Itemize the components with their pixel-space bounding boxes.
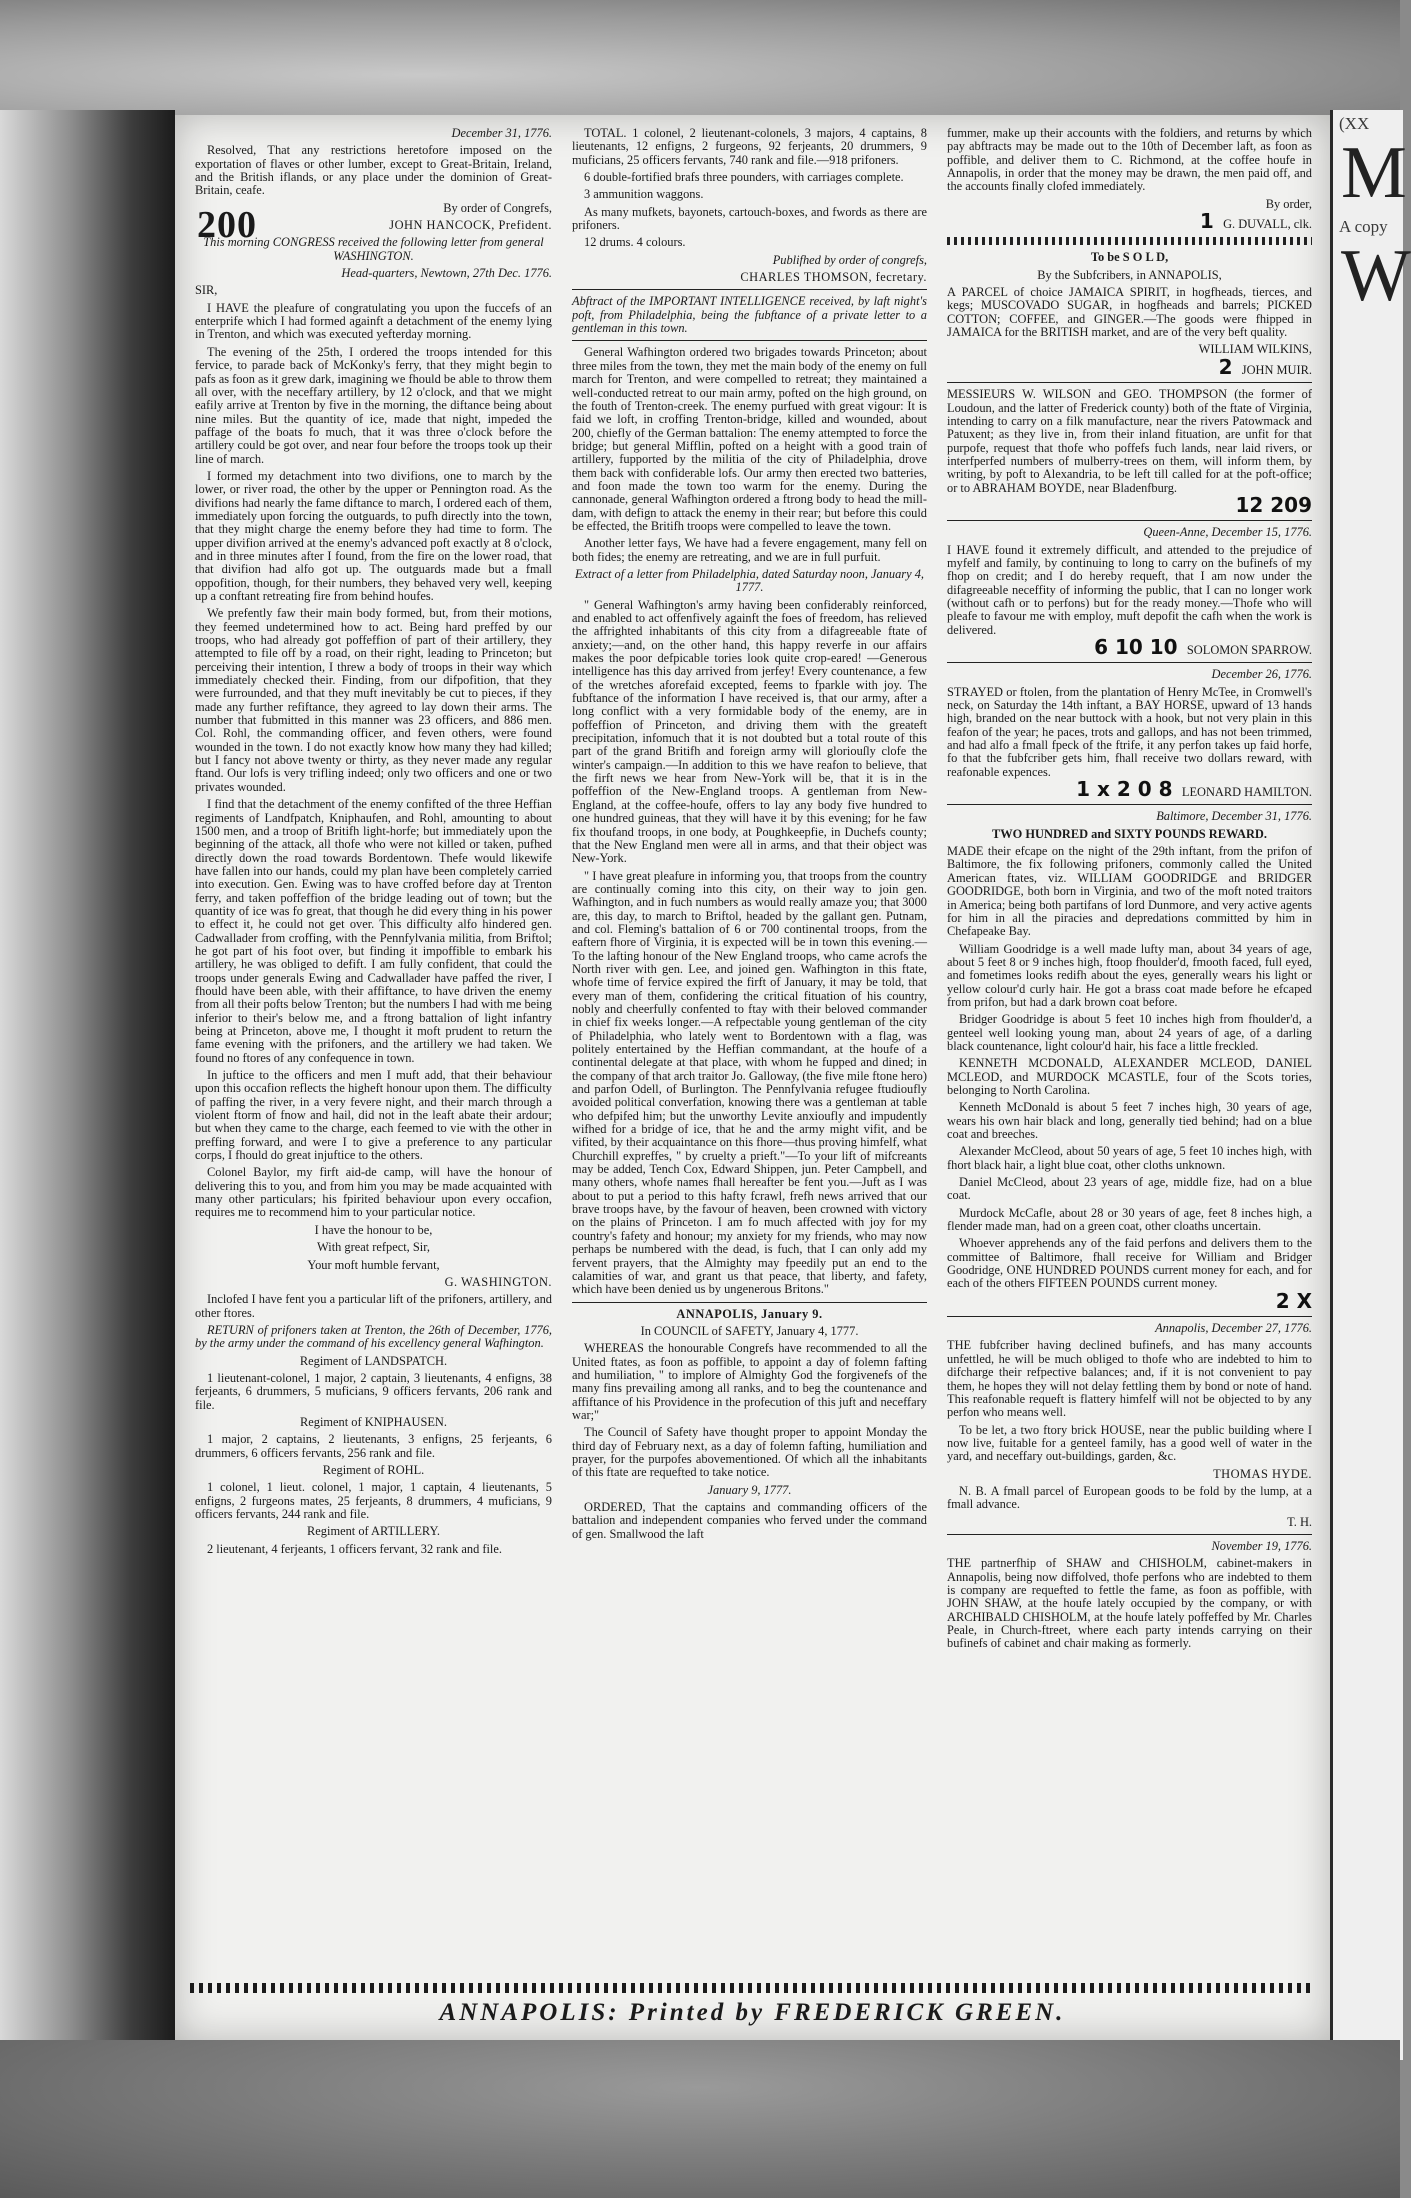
column-2 (572, 127, 927, 1927)
ad-text: A PARCEL of choice JAMAICA SPIRIT, in hogfheads, tierces, and kegs; MUSCOVADO SUGAR, in hogfheads and barrels; PICKED COTTON; COFFEE, and GINGER.—The goods were fhipped in JAMAICA for the BRITISH market, and are of the very beft quality. (947, 285, 1312, 340)
handwritten-mark: 1 (1199, 209, 1214, 234)
thomson-signature: CHARLES THOMSON, fecretary. (740, 270, 927, 285)
letter-paragraph: I find that the detachment of the enemy confifted of the three Heffian regiments of Landfpatch, Kniphaufen, and Rohl, amounting to about 1500 men, and a troop of Britifh light-horfe; but immediately upon the beginning of the attack, all thofe who were not killed or taken, pufhed directly down the road towards Bordentown. Thefe would likewife have fallen into our hands, could my plan have been completely carried into execution. Gen. Ewing was to have croffed before day at Trenton ferry, and taken poffeffion of the bridge leading out of town; but the quantity of ice was fo great, that though he did every thing in his power to effect it, he could not get over. This difficulty alfo hindered gen. Cadwallader from croffing, with the Pennfylvania militia, from Briftol; he got part of his foot over, but finding it impoffible to embark his artillery, he was obliged to defift. I am fully confident, that could the troops under generals Ewing and Cadwallader have paffed the river, I fhould have been able, with their affiftance, to have driven the enemy from all their pofts below Trenton; but the numbers I had with me being inferior to their's below me, and a ftrong battalion of light infantry being at Princeton, above me, I thought it moft prudent to return the fame evening with the prifoners, and the artillery we had taken. We found no ftores of any confequence in town. (195, 797, 552, 1065)
ad-text: Whoever apprehends any of the faid perfons and delivers them to the committee of Baltimore, fhall receive for William and Bridger Goodridge, ONE HUNDRED POUNDS current money for each, and for each of the others FIFTEEN POUNDS current money. (947, 1236, 1312, 1291)
ad-text: Murdock McCafle, about 28 or 30 years of age, feet 8 inches high, a flender made man, had on a green coat, other cloaths uncertain. (947, 1205, 1312, 1234)
divider (572, 340, 927, 341)
ad-text: MESSIEURS W. WILSON and GEO. THOMPSON (the former of Loudoun, and the latter of Frederick county) both of the ftate of Virginia, intending to carry on a filk manufacture, near the rivers Patowmack and Patuxent; as they live in, from their inland fituation, are unfit for that purpofe, request that thofe who poffefs fuch lands, near laid rivers, or interfperfed numbers of mulberry-trees on them, will inform them, by writing, by poft to Alexandria, to be left till called for at the poft-office; or to ABRAHAM BOYDE, near Bladenfburg. (947, 387, 1312, 495)
news-paragraph: " I have great pleafure in informing you, that troops from the country are continually coming into this city, on their way to join gen. Wafhington, and in fuch numbers as would really amaze you; that 3000 are, this day, to march to Briftol, headed by the gallant gen. Putnam, and col. Fleming's battalion of 6 or 700 continental troops, from the eaftern fhore of Virginia, it is expected will be in town this evening.—To the lafting honour of the New England troops, who came acrofs the North river with gen. Lee, and joined gen. Wafhington in this ftate, whofe time of fervice expired the firft of January, it may be told, that every man of them, confidering the critical fituation of his country, nobly and cheerfully confented to ftay with their beloved commander in chief fix weeks longer.—A refpectable young gentleman of the city of Philadelphia, who lately went to Bordentown with a flag, was politely entertained by the Heffian commandant, at the houfe of a continental delegate at that place, with whom he fupped and dined; in the company of that arch traitor Jo. Galloway, (the five mile ftone hero) and parfon Odell, of Burlington. The Pennfylvania refugee ftudioufly avoided political converfation, knowing there was a gentleman at table who defpifed him; but the unworthy Levite anxioufly and impudently wifhed for a bridge of ice, that he and the army might vifit, and be vifited, by their acquaintance on this fhore—thus proving himfelf, what Churchill expreffes, " by cruelty a prieft."—To your lift of mifcreants may be added, Tench Cox, Edward Shippen, jun. Peter Campbell, and many others, whofe names fhall hereafter be fent you.—Juft as I was about to put a period to this hafty fcrawl, frefh news arrived that our brave troops have, by the favour of heaven, been crowned with victory on the plains of Princeton. I am fo much affected with joy for my country's fafety and honour; my anxiety for my friends, who may now perhaps be numbered with the dead, is fuch, that I can only add my fervent prayers, that the Almighty may fpeedily put an end to the calamities of war, and grant us that peace, that liberty, and fafety, which have been denied us by ungenerous Britons." (572, 868, 927, 1297)
abstract-heading: Abftract of the IMPORTANT INTELLIGENCE received, by laft night's poft, from Philadelphia, being the fubftance of a private letter to a gentleman in this town. (572, 294, 927, 336)
ad-date: Queen-Anne, December 15, 1776. (1143, 525, 1312, 540)
divider (947, 662, 1312, 663)
resolve-paragraph: Resolved, That any restrictions heretofore imposed on the exportation of flaves or other lumber, except to Great-Britain, Ireland, and the British iflands, or any place under the dominion of Great-Britain, ceafe. (195, 143, 552, 198)
ad-signature: WILLIAM WILKINS, (1198, 342, 1312, 357)
divider (572, 1302, 927, 1303)
return-heading: RETURN of prifoners taken at Trenton, the 26th of December, 1776, by the army under the command of his excellency general Wafhington. (195, 1322, 552, 1351)
newspaper-page (175, 115, 1330, 2040)
ad-date: November 19, 1776. (1211, 1538, 1312, 1553)
ornamental-rule (947, 237, 1312, 245)
ad-text: STRAYED or ftolen, from the plantation of Henry McTee, in Cromwell's neck, on Saturday the 14th inftant, a BAY HORSE, upward of 13 hands high, branded on the near buttock with a hook, but not very plain in this feafon of the year; he paces, trots and gallops, and has not been trimmed, and had alfo a fmall fpeck of the ftrife, it any perfon takes up faid horfe, fo that the fubfcriber gets him, fhall receive two dollars reward, with reafonable expences. (947, 684, 1312, 779)
footer-ornament (190, 1983, 1315, 1993)
closing-line: Your moft humble fervant, (307, 1257, 440, 1272)
enclosure-note: Inclofed I have fent you a particular lift of the prifoners, artillery, and other ftores. (195, 1292, 552, 1320)
ad-date: Baltimore, December 31, 1776. (1156, 809, 1312, 824)
column-1 (195, 127, 552, 1927)
ad-text: THE partnerfhip of SHAW and CHISHOLM, cabinet-makers in Annapolis, being now diffolved, thofe perfons who are indebted to them is company are requefted to fettle the fame, as foon as poffible, with JOHN SHAW, at the houfe lately occupied by the company, or with ARCHIBALD CHISHOLM, at the houfe lately poffeffed by Mr. Charles Peale, in Church-ftreet, where each party intends carrying on their bufinefs of cabinet and chair making as formerly. (947, 1556, 1312, 1651)
letter-paragraph: I formed my detachment into two divifions, one to march by the lower, or river road, the other by the upper or Pennington road. As the divifions had nearly the fame diftance to march, I ordered each of them, immediately upon forcing the outguards, to pufh directly into the town, that they might charge the enemy before they had time to form. The upper divifion arrived at the enemy's advanced poft exactly at 8 o'clock, and in three minutes after I found, from the fire on the lower road, that that divifion had alfo got up. The outguards made but a fmall oppofition, though, for their numbers, they behaved very well, keeping up a conftant retreating fire from behind houfes. (195, 468, 552, 603)
divider (947, 1534, 1312, 1535)
adjacent-page-strip (1330, 110, 1411, 2060)
ad-subheading: By the Subfcribers, in ANNAPOLIS, (1037, 267, 1222, 282)
hancock-signature: JOHN HANCOCK, Prefident. (389, 218, 552, 233)
ad-text: fummer, make up their accounts with the foldiers, and returns by which pay abftracts may be made out to the 10th of December laft, as foon as poffible, and deliver them to C. Richmond, at the coffee houfe in Annapolis, in order that the money may be drawn, the men paid off, and the accounts finally clofed immediately. (947, 126, 1312, 194)
stores-line: 3 ammunition waggons. (584, 187, 704, 202)
book-binding (0, 110, 175, 2060)
stores-line: As many mufkets, bayonets, cartouch-boxes, and fwords as there are prifoners. (572, 204, 927, 233)
news-paragraph: Another letter fays, We have had a fevere engagement, many fell on both fides; the enemy are retreating, and we are in full purfuit. (572, 536, 927, 564)
adjacent-letter: W (1341, 235, 1411, 317)
annapolis-heading: ANNAPOLIS, January 9. (676, 1306, 823, 1321)
news-paragraph: " General Wafhington's army having been confiderably reinforced, and enabled to act offenfively againft the foes of freedom, has relieved the affrighted inhabitants of this city from a difagreeable ftate of anxiety;—and, on the other hand, this happy reverfe in our affairs makes the poor defpicable tories look quite crop-eared! —Generous intelligence has this day arrived from jerfey! Every countenance, a few of the wretches aforefaid excepted, feems to fparkle with joy. The fubftance of the information I have received is, that our army, after a long conflict with a very formidable body of the enemy, are in poffeffion of Princeton, and driving them with the greateft precipitation, infomuch that it is not doubted but a total route of this part of the grand Britifh and foreign army will gloriouſly clofe the winter's campaign.—In addition to this we have reafon to believe, that the firft news we hear from New-York will be, that it is in the poffeffion of the New-England troops. A gentleman from New-England, at the coffee-houfe, offers to lay any body five hundred to one hundred guineas, that they will have it by this evening; for he faw fix thoufand troops, in one body, at Poughkeepfie, in Duchefs county; that the New England men were all in arms, and that their object was New-York. (572, 597, 927, 866)
regiment-heading: Regiment of ROHL. (322, 1462, 425, 1477)
scan-border-top (0, 0, 1400, 125)
closing-line: I have the honour to be, (314, 1222, 433, 1237)
ad-text: To be let, a two ftory brick HOUSE, near the public building where I now live, fuitable for a genteel family, has a good well of water in the yard, and neceffary out-buildings, garden, &c. (947, 1422, 1312, 1464)
adjacent-letter: M (1341, 132, 1407, 214)
letter-paragraph: Colonel Baylor, my firft aid-de camp, will have the honour of delivering this to you, and from him you may be made acquainted with many other particulars; his fpirited behaviour upon every occafion, requires me to recommend him to your particular notice. (195, 1165, 552, 1220)
divider (947, 520, 1312, 521)
ad-signature (947, 777, 1312, 802)
adjacent-header: (XX (1339, 114, 1370, 133)
letter-paragraph: We prefently faw their main body formed, but, from their motions, they feemed undetermined how to act. Being hard preffed by our troops, who had already got poffeffion of part of their artillery, they attempted to file off by a road, on their right, leading to Princeton; but perceiving their intention, I threw a body of troops in their way which immediately checked their. Finding, from our difpofition, that they were furrounded, and that they muft inevitably be cut to pieces, if they made any further refiftance, they agreed to lay down their arms. The number that fubmitted in this manner was 23 officers, and 886 men. Col. Rohl, the commanding officer, and feven others, were found wounded in the town. I do not exactly know how many they had killed; but I fancy not above twenty or thirty, as they never made any regular ftand. Our lofs is very trifling indeed; only two officers and one or two privates wounded. (195, 606, 552, 794)
regiment-text: 1 lieutenant-colonel, 1 major, 2 captain, 3 lieutenants, 4 enfigns, 38 ferjeants, 6 drummers, 5 muficians, 9 officers fervants, 206 rank and file. (195, 1370, 552, 1412)
divider (947, 382, 1312, 383)
published-by: Publifhed by order of congrefs, (772, 252, 927, 267)
ad-text: William Goodridge is a well made lufty man, about 34 years of age, about 5 feet 8 or 9 inches high, ftoop fhoulder'd, fmooth faced, full eyed, and fometimes looks redifh about the eyes, generally wears his light or yellow colour'd curly hair. He got a brass coat made before he efcaped from prifon, but had a dark brown coat before. (947, 941, 1312, 1009)
adjacent-text: A copy (1339, 217, 1388, 236)
divider (572, 289, 927, 290)
salutation: SIR, (195, 283, 218, 298)
ad-heading: To be S O L D, (1090, 250, 1169, 265)
ad-text: MADE their efcape on the night of the 29th inftant, from the prifon of Baltimore, the fix following prifoners, commonly called the United American ftates, viz. WILLIAM GOODRIDGE and BRIDGER GOODRIDGE, both born in Virginia, and two of the moft noted traitors in America; being both partifans of lord Dunmore, and very active agents for him in all the piracies and depredations committed by him in Chefapeake Bay. (947, 844, 1312, 939)
reward-heading: TWO HUNDRED and SIXTY POUNDS REWARD. (992, 826, 1267, 841)
news-paragraph: WHEREAS the honourable Congrefs have recommended to all the United ftates, as foon as poffible, to appoint a day of folemn fafting and humiliation, " to implore of Almighty God the forgivenefs of the many fins prevailing among all ranks, and to beg the countenance and affiftance of his Providence in the profecution of this juft and neceffary war;" (572, 1341, 927, 1422)
handwritten-mark: 2 X (1275, 1288, 1312, 1313)
handwritten-mark: 2 (1218, 354, 1233, 379)
totals-text: TOTAL. 1 colonel, 2 lieutenant-colonels, 3 majors, 4 captains, 8 lieutenants, 12 enfigns, 2 furgeons, 92 ferjeants, 20 drummers, 9 muficians, 25 officers fervants, 740 rank and file.—918 prifoners. (572, 126, 927, 167)
ad-signature: THOMAS HYDE. (1213, 1466, 1312, 1481)
ad-text: KENNETH MCDONALD, ALEXANDER MCLEOD, DANIEL MCLEOD, and MURDOCK MCASTLE, four of the Scots tories, belonging to North Carolina. (947, 1056, 1312, 1097)
ad-date: Annapolis, December 27, 1776. (1155, 1321, 1312, 1336)
ad-text: THE fubfcriber having declined bufinefs, and has many accounts unfettled, he will be much obliged to thofe who are indebted to him to difcharge their refpective balances; and, if it is not convenient to pay them, he hopes they will not delay fettling them by bond or note of hand. This reafonable requeft is flattery himfelf will not be objected to by any perfon who means well. (947, 1338, 1312, 1420)
regiment-heading: Regiment of LANDSPATCH. (299, 1353, 448, 1368)
handwritten-mark: 1 x 2 0 8 (1076, 777, 1173, 802)
ad-signature (947, 209, 1312, 234)
headquarters-line: Head-quarters, Newtown, 27th Dec. 1776. (341, 266, 552, 281)
date-line: January 9, 1777. (707, 1482, 792, 1497)
signature-text: G. DUVALL, clk. (1223, 217, 1312, 232)
news-paragraph: The Council of Safety have thought proper to appoint Monday the third day of February next, as a day of folemn fafting, humiliation and prayer, for the purpofes abovementioned. Of which all the inhabitants of this ftate are requefted to take notice. (572, 1425, 927, 1480)
printer-imprint: ANNAPOLIS: Printed by FREDERICK GREEN. (439, 1999, 1066, 2026)
ad-text: I HAVE found it extremely difficult, and attended to the prejudice of myfelf and family, by continuing to long to carry on the bufinefs of my fhop on credit; and I do hereby requeft, that I am now under the difagreeable neceffity of informing the public, that I can no longer work (without cafh or to perfons) but for the ready money.—Thofe who will pleafe to favour me with employ, muft depofit the cafh when the work is delivered. (947, 542, 1312, 637)
news-paragraph: General Wafhington ordered two brigades towards Princeton; about three miles from the town, they met the main body of the enemy on full march for Trenton, and were compelled to retreat; they maintained a well-conducted retreat to our main army, pofted on the high ground, on the fouth of Trenton-creek. The enemy purfued with great vigour: It is faid we loft, in croffing Trenton-bridge, killed and wounded, about 200, chiefly of the German battalion: The enemy attempted to force the bridge; but general Mifflin, pofted on a height with a good train of artillery, fupported by the militia of the city of Philadelphia, drove them back with confiderable lofs. Our army then erected two batteries, and foon made the town too warm for the enemy. During the cannonade, general Wafhington ordered a ftrong body to head the mill-dam, with defign to attack the enemy in their rear; but before this could be effected, the Britifh troops were compelled to leave the town. (572, 345, 927, 533)
dateline: December 31, 1776. (451, 126, 552, 140)
regiment-text: 2 lieutenant, 4 ferjeants, 1 officers fervant, 32 rank and file. (207, 1541, 502, 1556)
ad-text: Bridger Goodridge is about 5 feet 10 inches high from fhoulder'd, a genteel well looking young man, about 24 years of age, of a darling black countenance, light colour'd hair, his face a little freckled. (947, 1012, 1312, 1053)
regiment-heading: Regiment of KNIPHAUSEN. (300, 1414, 447, 1429)
washington-signature: G. WASHINGTON. (444, 1274, 552, 1289)
by-order: By order of Congrefs, (443, 200, 552, 215)
congress-note: This morning CONGRESS received the following letter from general WASHINGTON. (203, 235, 544, 263)
ad-date: December 26, 1776. (1211, 667, 1312, 682)
ad-text: Daniel McCleod, about 23 years of age, middle fize, had on a blue coat. (947, 1175, 1312, 1203)
handwritten-mark: 12 209 (1235, 492, 1312, 517)
divider (947, 804, 1312, 805)
letter-paragraph: The evening of the 25th, I ordered the troops intended for this fervice, to parade back of McKonky's ferry, that they might begin to pafs as foon as it grew dark, imagining we fhould be able to throw them all over, with the neceffary artillery, by 12 o'clock, and that we might eafily arrive at Trenton by five in the morning, the diftance being about nine miles. But the quantity of ice, made that night, impeded the paffage of the boats fo much, that it was three o'clock before the artillery could be got over, and near four before the troops took up their line of march. (195, 344, 552, 466)
news-paragraph: ORDERED, That the captains and commanding officers of the battalion and independent companies who ferved under the command of gen. Smallwood the laft (572, 1500, 927, 1541)
signature-text: LEONARD HAMILTON. (1181, 785, 1312, 800)
signature-text: SOLOMON SPARROW. (1186, 643, 1312, 657)
regiment-heading: Regiment of ARTILLERY. (307, 1524, 440, 1539)
stores-line: 6 double-fortified brafs three pounders, with carriages complete. (584, 170, 904, 185)
letter-paragraph: I HAVE the pleafure of congratulating you upon the fuccefs of an enterprife which I had formed againft a detachment of the enemy lying in Trenton, and which was executed yefterday morning. (195, 300, 552, 342)
ad-text: N. B. A fmall parcel of European goods to be fold by the lump, at a fmall advance. (947, 1483, 1312, 1512)
regiment-text: 1 colonel, 1 lieut. colonel, 1 major, 1 captain, 4 lieutenants, 5 enfigns, 2 furgeons mates, 25 ferjeants, 8 drummers, 4 muficians, 9 officers fervants, 244 rank and file. (195, 1480, 552, 1521)
ad-text: Alexander McCleod, about 50 years of age, 5 feet 10 inches high, with fhort black hair, a light blue coat, other cloths unknown. (947, 1144, 1312, 1172)
ad-signature (947, 354, 1312, 379)
closing-line: With great refpect, Sir, (317, 1240, 430, 1255)
page-number: 200 (197, 204, 257, 246)
signature-text: JOHN MUIR. (1241, 362, 1312, 377)
letter-paragraph: In juftice to the officers and men I muft add, that their behaviour upon this occafion reflects the higheft honour upon them. The difficulty of paffing the river, in a very fevere night, and their march through a violent ftorm of fnow and hail, did not in the leaft abate their ardour; but when they came to the charge, each feemed to vie with the other in preffing forward, and were I to give a preference to any particular corps, I fhould do great injuftice to the others. (195, 1068, 552, 1163)
ad-by-order: By order, (1265, 196, 1312, 211)
extract-heading: Extract of a letter from Philadelphia, dated Saturday noon, January 4, 1777. (574, 566, 925, 595)
ad-initials: T. H. (1287, 1514, 1312, 1529)
council-heading: In COUNCIL of SAFETY, January 4, 1777. (640, 1323, 859, 1338)
column-3 (947, 127, 1312, 1927)
stores-line: 12 drums. 4 colours. (584, 235, 686, 250)
ad-text: Kenneth McDonald is about 5 feet 7 inches high, 30 years of age, wears his own hair black and long, generally tied behind; had on a blue coat and breeches. (947, 1100, 1312, 1141)
ad-signature (947, 635, 1312, 659)
scan-border-bottom (0, 2040, 1400, 2198)
regiment-text: 1 major, 2 captains, 2 lieutenants, 3 enfigns, 25 ferjeants, 6 drummers, 6 officers fervants, 256 rank and file. (195, 1432, 552, 1460)
handwritten-mark: 6 10 10 (1094, 635, 1178, 659)
divider (947, 1316, 1312, 1317)
